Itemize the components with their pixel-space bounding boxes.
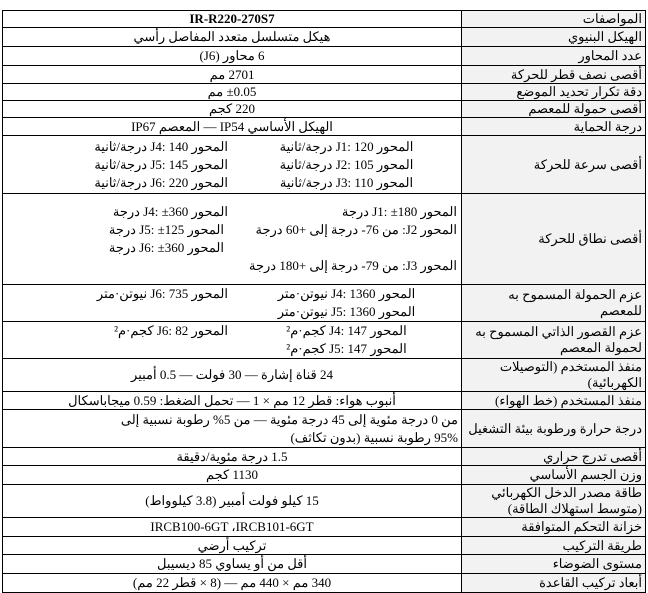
inertia-j4: المحور J4: 147 كجم·م²	[286, 323, 407, 338]
spec-row	[3, 448, 646, 466]
torque-j5: المحور J5: 1360 نيوتن·متر	[277, 304, 416, 319]
env-line-2: 95% رطوبة نسبية (بدون تكاثف)	[290, 429, 458, 445]
spec-row	[3, 392, 646, 410]
row-label: منفذ المستخدم (خط الهواء)	[462, 392, 646, 410]
inertia-j5: المحور J5: 147 كجم·م²	[286, 341, 407, 356]
range-label: أقصى نطاق للحركة	[462, 194, 646, 285]
torque-row	[3, 285, 646, 322]
spec-row	[3, 359, 646, 392]
spec-row	[3, 485, 646, 518]
spec-row	[3, 518, 646, 537]
spec-row	[3, 118, 646, 136]
row-label: أقصى حمولة للمعصم	[462, 101, 646, 118]
row-label: أبعاد تركيب القاعدة	[462, 574, 646, 593]
speed-row	[3, 136, 646, 194]
speed-j3: المحور J3: 110 درجة/ثانية	[279, 174, 414, 190]
row-value: 1.5 درجة مئوية/دقيقة	[3, 448, 462, 466]
row-label: خزانة التحكم المتوافقة	[462, 518, 646, 537]
range-j1: المحور J1: ±180 درجة	[341, 204, 457, 219]
row-label: عدد المحاور	[462, 47, 646, 66]
row-label: طريقة التركيب	[462, 537, 646, 555]
speed-j2: المحور J2: 105 درجة/ثانية	[279, 156, 414, 172]
row-value: 340 مم × 440 مم — (8 × قطر 22 مم)	[3, 574, 462, 593]
row-value: 24 قناة إشارة — 30 فولت — 0.5 أمبير	[3, 359, 462, 392]
range-j6: المحور J6: ±360 درجة	[108, 240, 224, 255]
spec-row	[3, 66, 646, 84]
inertia-label: عزم القصور الذاتي المسموح به لحمولة المعصم	[462, 322, 646, 359]
row-label: منفذ المستخدم (التوصيلات الكهربائية)	[462, 359, 646, 392]
row-value: 2701 مم	[3, 66, 462, 84]
speed-j4: المحور J4: 140 درجة/ثانية	[94, 138, 228, 154]
spec-row	[3, 466, 646, 485]
row-value: 15 كيلو فولت أمبير (3.8 كيلوواط)	[3, 485, 462, 518]
inertia-j6: المحور J6: 82 كجم·م²	[114, 323, 228, 338]
spec-row	[3, 555, 646, 574]
row-label: أقصى نصف قطر للحركة	[462, 66, 646, 84]
row-value: هيكل متسلسل متعدد المفاصل رأسي	[3, 28, 462, 47]
row-value: أقل من أو يساوي 85 ديسيبل	[3, 555, 462, 574]
range-j3: المحور J3: من 79- درجة إلى +180 درجة	[248, 258, 457, 273]
spec-row	[3, 101, 646, 118]
speed-j5: المحور J5: 145 درجة/ثانية	[94, 156, 228, 172]
env-row	[3, 410, 646, 448]
speed-j1: المحور J1: 120 درجة/ثانية	[279, 138, 414, 154]
header-label: المواصفات	[462, 11, 646, 28]
torque-j4: المحور J4: 1360 نيوتن·متر	[277, 286, 416, 301]
range-j4: المحور J4: ±360 درجة	[112, 204, 228, 219]
env-line-1: من 0 درجة مئوية إلى 45 درجة مئوية — من 5% رطوبة نسبية إلى	[120, 411, 458, 427]
range-j2: المحور J2: من 76- درجة إلى +60 درجة	[255, 222, 457, 237]
row-value: الهيكل الأساسي IP54 — المعصم IP67	[3, 118, 462, 136]
row-value: IRCB100-6GT ،IRCB101-6GT	[3, 518, 462, 537]
torque-label: عزم الحمولة المسموح به للمعصم	[462, 285, 646, 322]
speed-label: أقصى سرعة للحركة	[462, 136, 646, 194]
row-value: 1130 كجم	[3, 466, 462, 485]
row-value: 220 كجم	[3, 101, 462, 118]
row-label: أقصى تدرج حراري	[462, 448, 646, 466]
row-label: وزن الجسم الأساسي	[462, 466, 646, 485]
inertia-row	[3, 322, 646, 359]
model-name: IR-R220-270S7	[3, 11, 462, 28]
torque-j6: المحور J6: 735 نيوتن·متر	[96, 286, 228, 301]
spec-row	[3, 537, 646, 555]
row-value: 6 محاور (J6)	[3, 47, 462, 66]
spec-row	[3, 47, 646, 66]
row-label: مستوى الضوضاء	[462, 555, 646, 574]
row-value: أنبوب هواء: قطر 12 مم × 1 — تحمل الضغط: 0.59 ميجاباسكال	[3, 392, 462, 410]
row-label: طاقة مصدر الدخل الكهربائي (متوسط استهلاك الطاقة)	[462, 485, 646, 518]
row-value: ±0.05 مم	[3, 84, 462, 101]
row-label: دقة تكرار تحديد الموضع	[462, 84, 646, 101]
range-row	[3, 194, 646, 285]
row-label: الهيكل البنيوي	[462, 28, 646, 47]
row-value: تركيب أرضي	[3, 537, 462, 555]
row-label: درجة الحماية	[462, 118, 646, 136]
spec-row	[3, 84, 646, 101]
spec-row	[3, 28, 646, 47]
spec-row	[3, 574, 646, 593]
env-label: درجة حرارة ورطوبة بيئة التشغيل	[462, 410, 646, 448]
header-row	[3, 11, 646, 28]
range-j5: المحور J5: ±125 درجة	[108, 222, 224, 237]
speed-j6: المحور J6: 220 درجة/ثانية	[94, 174, 228, 190]
spec-table	[2, 10, 646, 593]
